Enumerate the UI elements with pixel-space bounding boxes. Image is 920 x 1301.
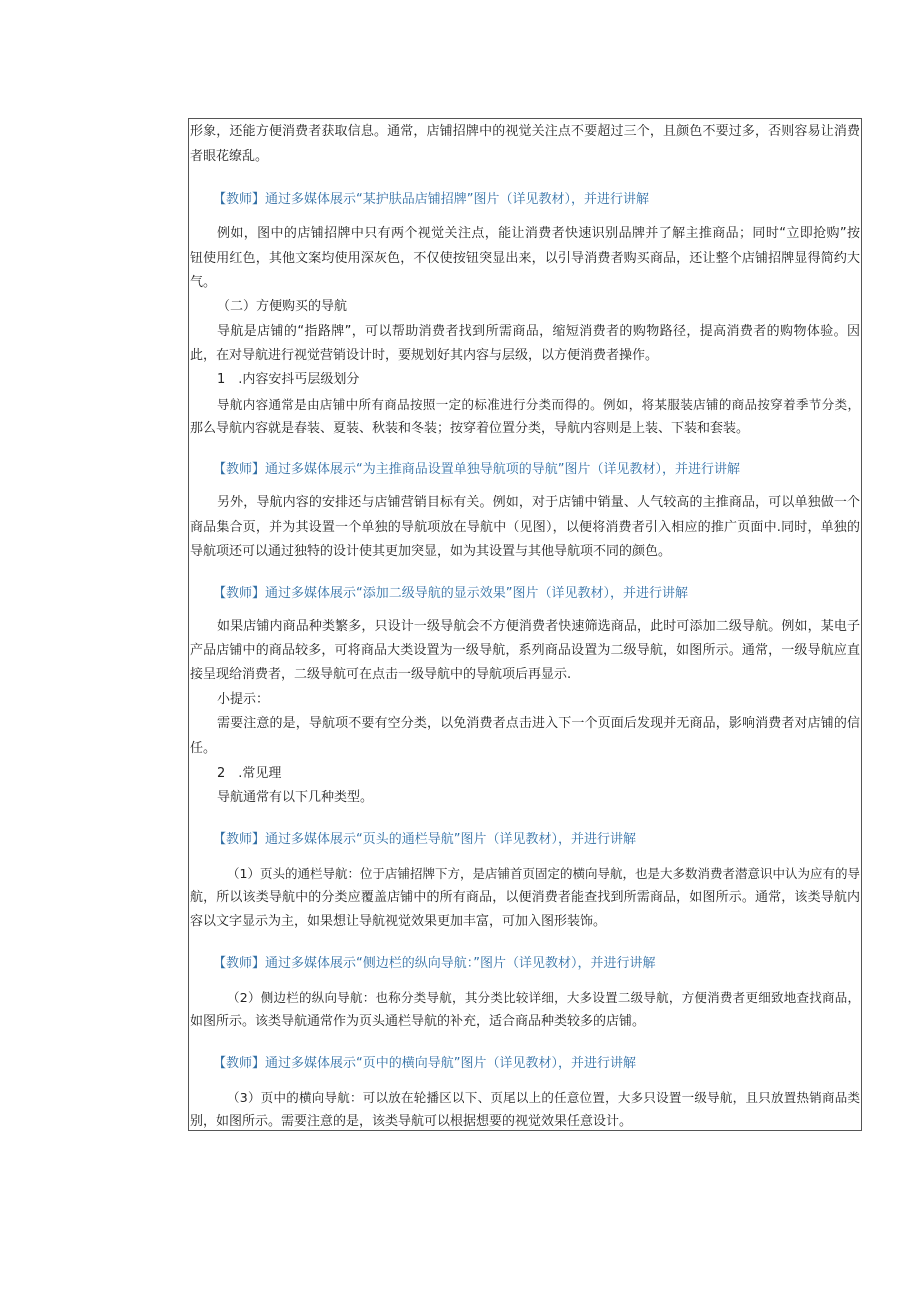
teacher-note: 【教师】通过多媒体展示“某护肤品店铺招牌”图片（详见教材），并进行讲解 [213,192,649,207]
text-line: 例如，图中的店铺招牌中只有两个视觉关注点，能让消费者快速识别品牌并了解主推商品；同时“立即抢购”按 [217,226,860,241]
text-line: 导航内容通常是由店铺中所有商品按照一定的标准进行分类而得的。例如，将某服装店铺的商品按穿着季节分类， [217,397,860,412]
text-line: 气。 [190,275,217,290]
text-line: 任。 [190,741,217,756]
teacher-note: 【教师】通过多媒体展示“页中的横向导航”图片（详见教材），并进行讲解 [213,1056,636,1071]
text-line: 接呈现给消费者，二级导航可在点击一级导航中的导航项后再显示. [190,667,572,682]
text-line: 钮使用红色，其他文案均使用深灰色，不仅使按钮突显出来，以引导消费者购买商品，还让整个店铺招牌显得简约大 [190,251,860,266]
text-line: 另外，导航内容的安排还与店铺营销目标有关。例如，对于店铺中销量、人气较高的主推商品，可以单独做一个 [217,495,860,510]
text-line: 容以文字显示为主，如果想让导航视觉效果更加丰富，可加入图形装饰。 [190,914,607,929]
text-line: 导航是店铺的“指路牌”，可以帮助消费者找到所需商品，缩短消费者的购物路径，提高消费者的购物体验。因 [217,324,860,339]
text-line: 此，在对导航进行视觉营销设计时，要规划好其内容与层级，以方便消费者操作。 [190,348,659,363]
teacher-note: 【教师】通过多媒体展示“页头的通栏导航”图片（详见教材），并进行讲解 [213,832,636,847]
text-line: 导航项还可以通过独特的设计使其更加突显，如为其设置与其他导航项不同的颜色。 [190,544,672,559]
teacher-note: 【教师】通过多媒体展示“为主推商品设置单独导航项的导航”图片（详见教材），并进行讲解 [213,462,740,477]
sub-heading: 2 .常见理 [217,766,282,781]
text-line: （3）页中的横向导航：可以放在轮播区以下、页尾以上的任意位置，大多只设置一级导航，且只放置热销商品类 [227,1090,860,1105]
tip-label: 小提示： [217,692,270,707]
text-line: 导航通常有以下几种类型。 [217,790,374,805]
text-line: 那么导航内容就是春装、夏装、秋装和冬装；按穿着位置分类，导航内容则是上装、下装和套装。 [190,421,750,436]
text-line: 别，如图所示。需要注意的是，该类导航可以根据想要的视觉效果任意设计。 [190,1114,633,1129]
sub-heading: 1 .内容安抖丐层级划分 [217,372,360,387]
text-line: （1）页头的通栏导航：位于店铺招牌下方，是店铺首页固定的横向导航，也是大多数消费者潜意识中认为应有的导 [227,866,860,881]
text-line: 如图所示。该类导航通常作为页头通栏导航的补充，适合商品种类较多的店铺。 [190,1014,646,1029]
text-line: 形象，还能方便消费者获取信息。通常，店铺招牌中的视觉关注点不要超过三个，且颜色不要过多，否则容易让消费 [190,124,860,139]
text-line: 如果店铺内商品种类繁多，只设计一级导航会不方便消费者快速筛选商品，此时可添加二级导航。例如，某电子 [217,619,860,634]
teacher-note: 【教师】通过多媒体展示“侧边栏的纵向导航：”图片（详见教材），并进行讲解 [213,956,656,971]
text-line: 商品集合页，并为其设置一个单独的导航项放在导航中（见图），以便将消费者引入相应的推广页面中.同时，单独的 [190,520,860,535]
teacher-note: 【教师】通过多媒体展示“添加二级导航的显示效果”图片（详见教材），并进行讲解 [213,586,688,601]
text-line: （2）侧边栏的纵向导航：也称分类导航，其分类比较详细，大多设置二级导航，方便消费者更细致地查找商品， [227,990,860,1005]
text-line: 产品店铺中的商品较多，可将商品大类设置为一级导航，系列商品设置为二级导航，如图所示。通常，一级导航应直 [190,643,860,658]
text-line: 者眼花缭乱。 [190,149,269,164]
text-line: 需要注意的是，导航项不要有空分类，以免消费者点击进入下一个页面后发现并无商品，影响消费者对店铺的信 [217,716,860,731]
section-heading: （二）方便购买的导航 [217,299,348,314]
text-line: 航，所以该类导航中的分类应覆盖店铺中的所有商品，以便消费者能查找到所需商品，如图所示。通常，该类导航内 [190,890,860,905]
